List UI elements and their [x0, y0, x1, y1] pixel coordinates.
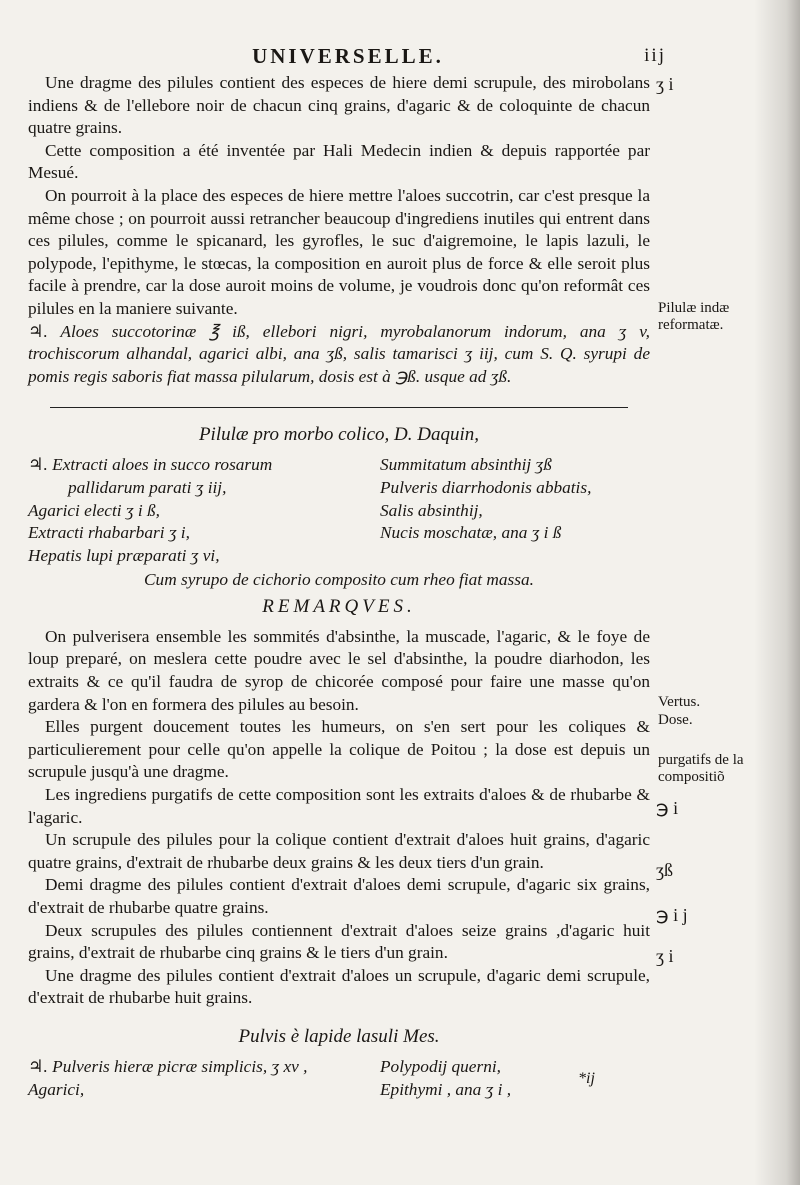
ingredient-line: Extracti rhabarbari ʒ i, — [28, 523, 190, 543]
remarques-heading: REMARQVES. — [262, 595, 416, 617]
margin-note-vertus: Vertus. — [658, 694, 701, 710]
paragraph: Un scrupule des pilules pour la colique contient d'extrait d'aloes huit grains, d'agaric quatre grains, d'extrait de rhubarbe deux grains & les deux tiers d'un grain. — [28, 830, 650, 872]
ingredient-line: Agarici, — [28, 1079, 85, 1099]
paragraph: Deux scrupules des pilules contiennent d'extrait d'aloes seize grains ,d'agaric huit grains, d'extrait de rhubarbe cinq grains & le tiers d'un grain. — [28, 920, 650, 963]
ingredient-line: ♃. Extracti aloes in succo rosarum — [28, 455, 273, 475]
margin-symbol: ʒ i — [656, 946, 674, 966]
page-number: iij — [644, 45, 666, 66]
second-ingredient-list — [28, 1056, 650, 1101]
paragraph: Les ingrediens purgatifs de cette composition sont les extraits d'aloes & de rhubarbe & l'agaric. — [28, 785, 650, 827]
formula-closing: Cum syrupo de cichorio composito cum rheo fiat massa. — [144, 570, 534, 590]
ingredient-line: Polypodij querni, — [380, 1056, 501, 1076]
paragraph: On pulverisera ensemble les sommités d'absinthe, la muscade, l'agaric, & le foye de loup preparé, on meslera cette poudre avec le sel d'absinthe, la poudre diarhodon, les extraits & ce qu'il faudra de syrop de chicorée composé pour faire une masse qu'on gardera & l'on en formera des pilules au besoin. — [28, 626, 650, 714]
ingredient-column-right — [380, 454, 650, 567]
ingredient-line: Agarici electi ʒ i ß, — [28, 500, 160, 520]
ingredient-line: Hepatis lupi præparati ʒ vi, — [28, 545, 220, 565]
section-divider — [50, 407, 628, 408]
ingredient-line: Epithymi , ana ʒ i , — [380, 1079, 512, 1099]
page-edge-shadow — [754, 0, 800, 1185]
page-header — [30, 44, 666, 68]
ingredient-line: Pulveris diarrhodonis abbatis, — [380, 477, 592, 497]
margin-note-purgatifs: purgatifs de la compositiõ — [658, 752, 744, 785]
margin-symbol: ʒ i — [656, 74, 674, 94]
paragraph: Cette composition a été inventée par Hali Medecin indien & depuis rapportée par Mesué. — [28, 140, 650, 183]
paragraph: Une dragme des pilules contient d'extrait d'aloes un scrupule, d'agaric demi scrupule, d'extrait de rhubarbe huit grains. — [28, 965, 650, 1008]
margin-symbol: ℈ i — [656, 798, 679, 818]
paragraph: Demi dragme des pilules contient d'extrait d'aloes demi scrupule, d'agaric six grains, d'extrait de rhubarbe quatre grains. — [28, 875, 650, 917]
running-head: UNIVERSELLE. — [252, 44, 444, 68]
paragraph: Elles purgent doucement toutes les humeurs, on s'en sert pour les coliques & particulierement pour celle qu'on appelle la colique de Poitou ; la dose est depuis un scrupule jusqu'à une dragme. — [28, 717, 650, 782]
margin-symbol: ʒß — [656, 860, 673, 880]
ingredient-line: pallidarum parati ʒ iij, — [68, 477, 227, 497]
reformed-recipe: ♃. Aloes succotorinæ ℥ iß, ellebori nigri, myrobalanorum indorum, ana ʒ v, trochiscorum alhandal, agarici albi, ana ʒß, salis tamarisci ʒ iij, cum S. Q. syrupi de pomis regis saboris fiat massa pilularum, dosis est à ℈ß. usque ad ʒß. — [28, 321, 650, 386]
main-text-column — [28, 72, 650, 1101]
ingredient-line: Salis absinthij, — [380, 500, 483, 520]
ingredient-line: Summitatum absinthij ʒß — [380, 455, 552, 475]
ingredient-list — [28, 454, 650, 567]
paragraph: Une dragme des pilules contient des especes de hiere demi scrupule, des mirobolans indiens & de l'ellebore noir de chacun cinq grains, d'agaric & de coloquinte de chacun quatre grains. — [28, 73, 650, 138]
second-formula-title: Pulvis è lapide lasuli Mes. — [238, 1025, 440, 1047]
ingredient-column-right — [380, 1056, 650, 1101]
paragraph: On pourroit à la place des especes de hiere mettre l'aloes succotrin, car c'est presque la même chose ; on pourroit aussi retrancher beaucoup d'ingrediens inutiles qui entrent dans ces pilules, comme le spicanard, les gyrofles, le suc d'aigremoine, le lapis lazuli, le polypode, l'epithyme, le stœcas, la composition en auroit plus de force & elle seroit plus facile à prendre, car la dose auroit moins de volume, je voudrois donc qu'on reformât ces pilules en la maniere suivante. — [28, 185, 650, 318]
ingredient-line: ♃. Pulveris hieræ picræ simplicis, ʒ xv , — [28, 1056, 308, 1076]
formula-title: Pilulæ pro morbo colico, D. Daquin, — [198, 424, 480, 446]
ingredient-column-left — [28, 454, 380, 567]
margin-note-dose: Dose. — [658, 712, 693, 728]
margin-note-reformatae: Pilulæ indæ reformatæ. — [658, 300, 730, 333]
ingredient-line: Nucis moschatæ, ana ʒ i ß — [380, 523, 562, 543]
signature-mark: *ij — [578, 1070, 595, 1087]
margin-symbol: ℈ i j — [656, 905, 688, 925]
ingredient-column-left — [28, 1056, 380, 1101]
